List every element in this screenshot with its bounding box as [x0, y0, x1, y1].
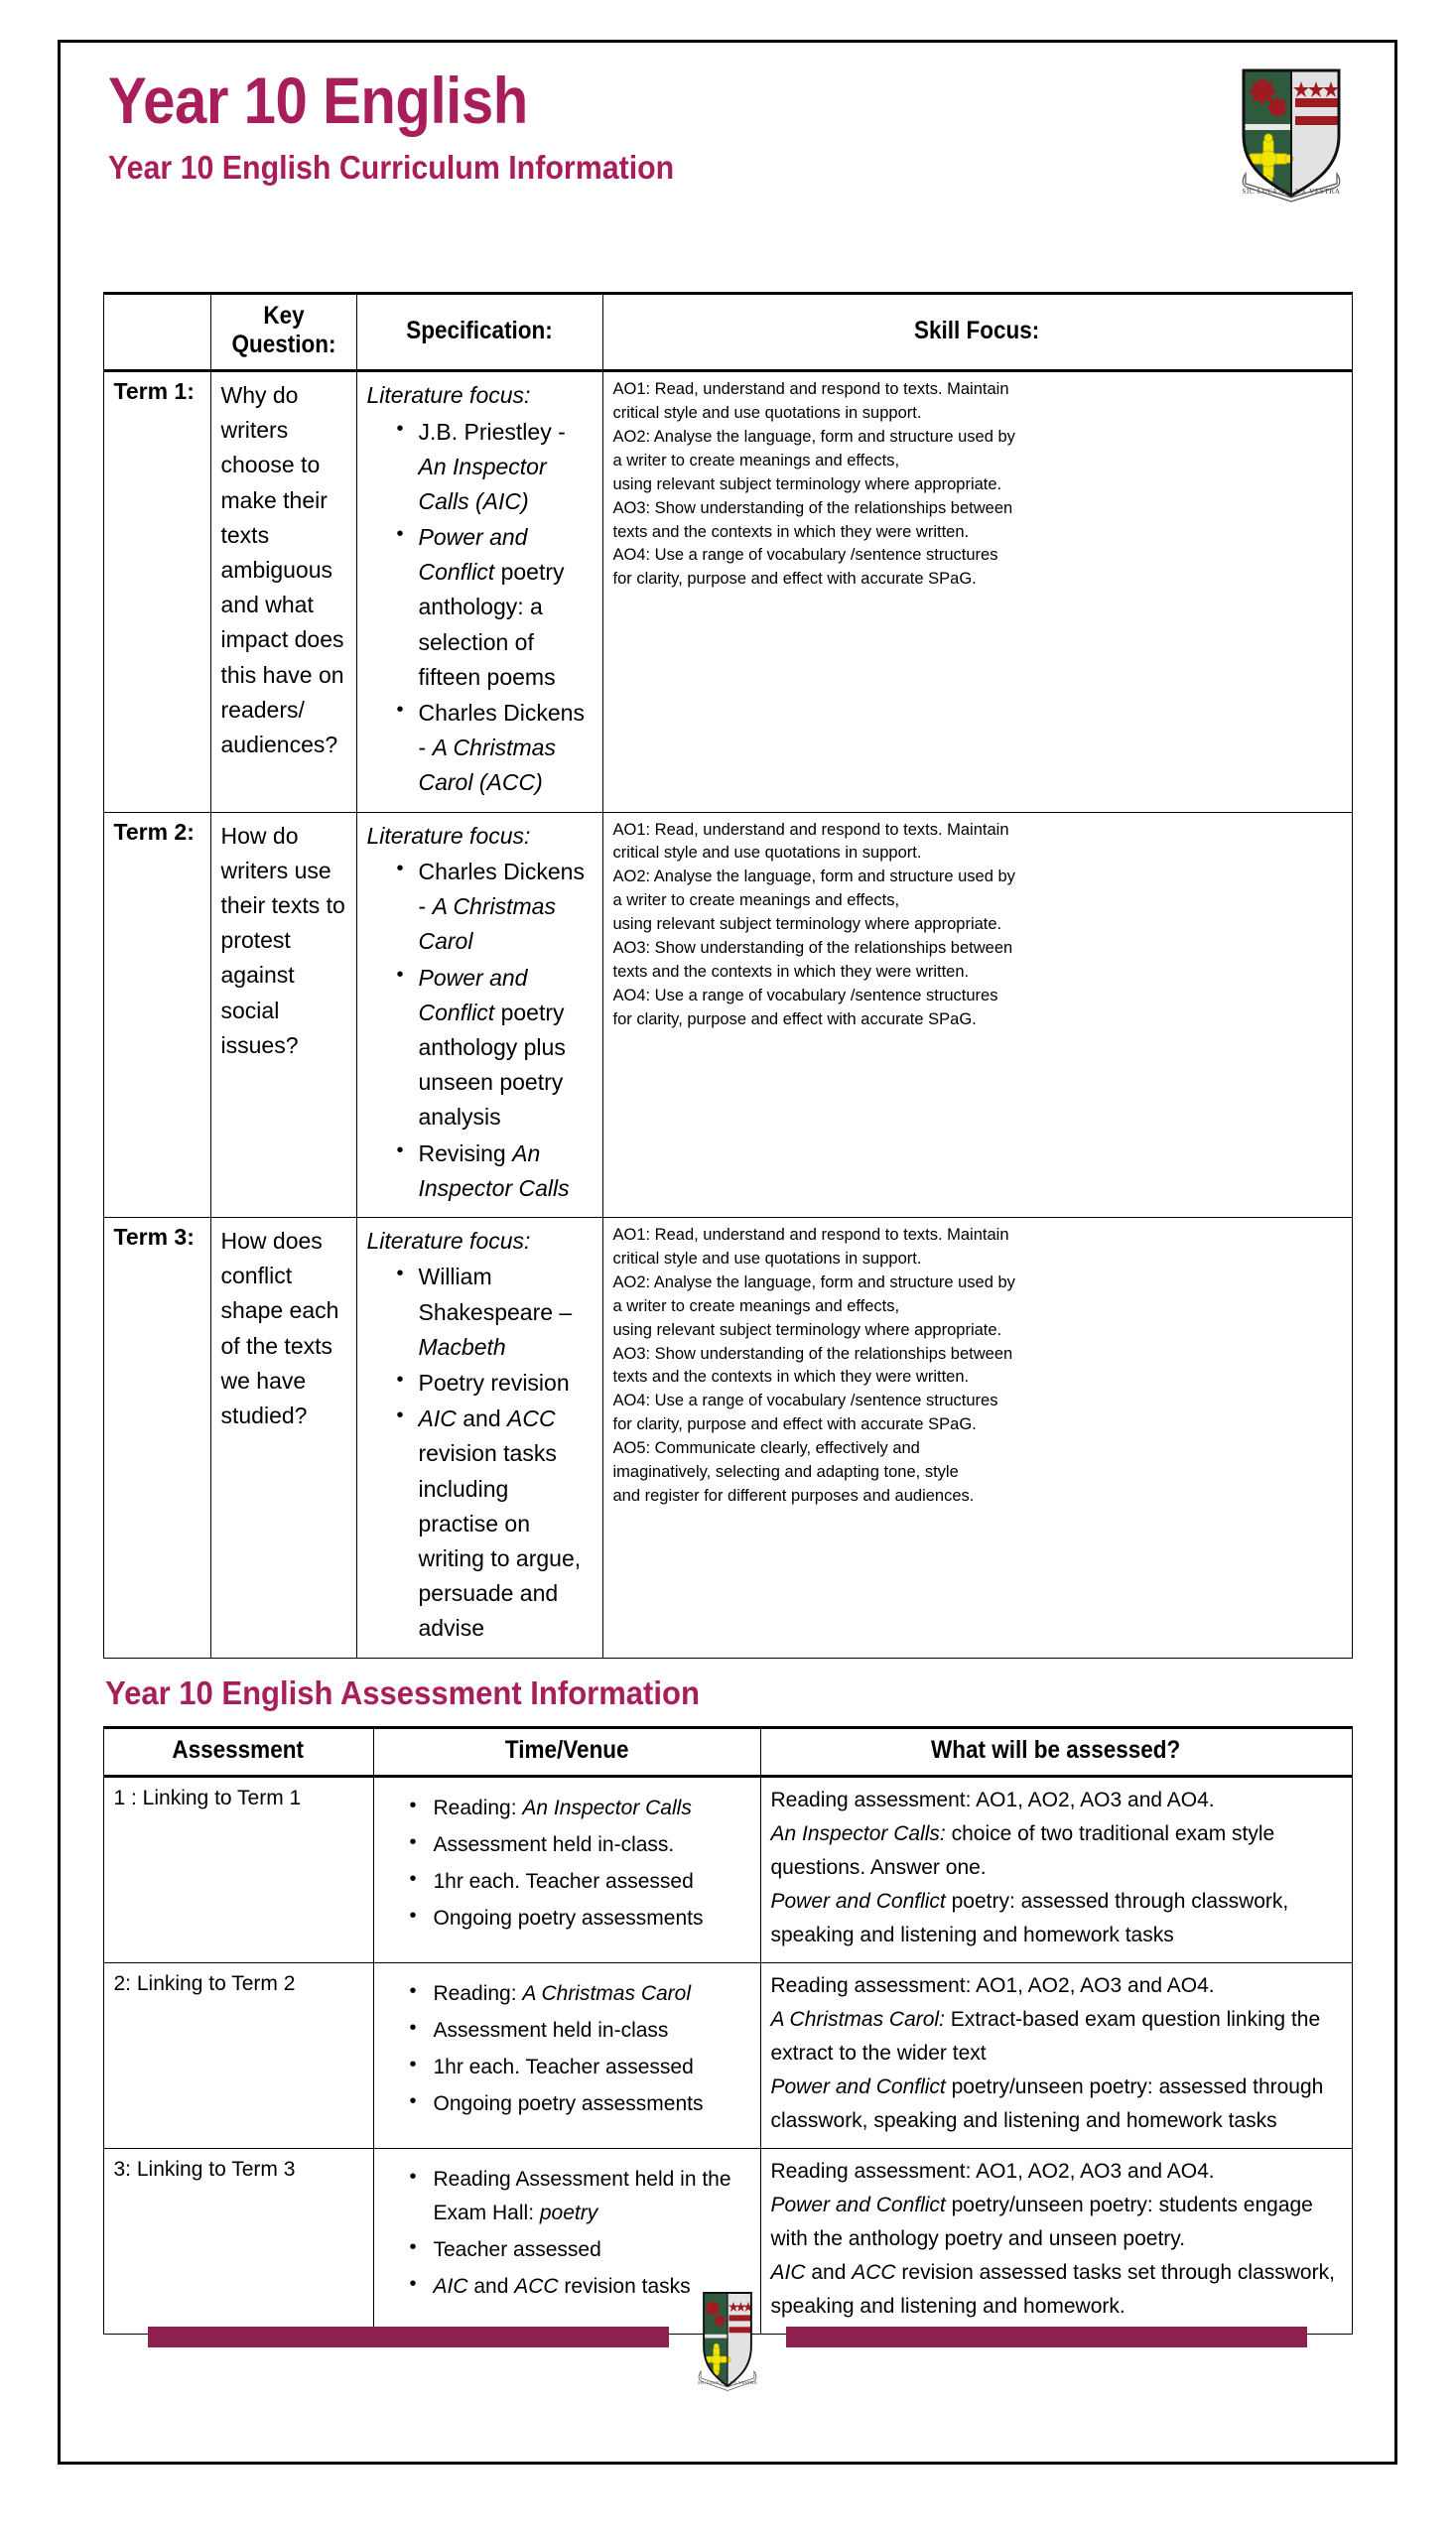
- skill-focus-line: texts and the contexts in which they were written.: [612, 963, 970, 982]
- skill-focus-line: AO2: Analyse the language, form and structure used by: [612, 868, 1015, 886]
- time-venue-list-item: • Teacher assessed: [410, 2233, 752, 2267]
- school-crest-footer-icon: [677, 2287, 778, 2398]
- time-venue-list-item: • Assessment held in-class.: [410, 1828, 752, 1862]
- assessment-description-cell: [760, 1776, 1352, 1962]
- specification-list-item: • Power and Conflict poetry anthology: a selection of fifteen poems: [397, 520, 595, 695]
- skill-focus-line: AO1: Read, understand and respond to texts. Maintain: [612, 1225, 1009, 1244]
- header-skill-focus: Skill Focus:: [602, 294, 1352, 371]
- skill-focus-line: for clarity, purpose and effect with accurate SPaG.: [612, 570, 977, 589]
- skill-focus-line: using relevant subject terminology where appropriate.: [612, 1320, 1002, 1339]
- curriculum-table: [103, 292, 1353, 1659]
- crest-footer-motto-text: SIC LUCEAT LUX VESTRA: [697, 2380, 758, 2386]
- skill-focus-line: AO2: Analyse the language, form and structure used by: [612, 1272, 1015, 1291]
- curriculum-row: [103, 371, 1352, 813]
- header-key-question: Key Question:: [210, 294, 356, 371]
- assessment-name: 2: Linking to Term 2: [103, 1962, 373, 2148]
- term-label: Term 2:: [103, 812, 210, 1217]
- key-question-text: How do writers use their texts to protest against social issues?: [210, 812, 356, 1217]
- specification-list-item: • Charles Dickens - A Christmas Carol (ACC): [397, 696, 595, 801]
- assessment-section-heading: Year 10 English Assessment Information: [105, 1673, 700, 1711]
- assessment-description-line: Power and Conflict poetry/unseen poetry: students engage with the anthology poetry and unseen poetry.: [770, 2193, 1313, 2250]
- time-venue-list-item: • Assessment held in-class: [410, 2014, 752, 2048]
- assessment-description-line: Power and Conflict poetry: assessed through classwork, speaking and listening and homework tasks: [770, 1889, 1289, 1946]
- specification-list-item: • J.B. Priestley - An Inspector Calls (AIC): [397, 415, 595, 520]
- skill-focus-line: for clarity, purpose and effect with accurate SPaG.: [612, 1415, 977, 1434]
- specification-list-item: • AIC and ACC revision tasks including practise on writing to argue, persuade and advise: [397, 1402, 595, 1646]
- time-venue-list-item: • Ongoing poetry assessments: [410, 1902, 752, 1936]
- skill-focus-line: a writer to create meanings and effects,: [612, 451, 900, 469]
- assessment-description-line: AIC and ACC revision assessed tasks set through classwork, speaking and listening and homework.: [770, 2260, 1335, 2318]
- skill-focus-line: AO4: Use a range of vocabulary /sentence structures: [612, 1392, 998, 1410]
- skill-focus-line: a writer to create meanings and effects,: [612, 891, 900, 910]
- document-header: [61, 43, 1394, 286]
- skill-focus-line: AO2: Analyse the language, form and structure used by: [612, 427, 1015, 446]
- time-venue-list-item: • Ongoing poetry assessments: [410, 2087, 752, 2121]
- assessment-description-line: Reading assessment: AO1, AO2, AO3 and AO4.: [770, 1973, 1215, 1997]
- skill-focus-line: AO5: Communicate clearly, effectively and: [612, 1439, 920, 1458]
- skill-focus-line: using relevant subject terminology where appropriate.: [612, 915, 1002, 934]
- curriculum-row: [103, 1217, 1352, 1658]
- curriculum-table-header-row: [103, 294, 1352, 371]
- footer-rule-left: [148, 2327, 669, 2347]
- assessment-table: [103, 1726, 1353, 2335]
- time-venue-list-item: • Reading: An Inspector Calls: [410, 1792, 752, 1825]
- skill-focus-line: AO1: Read, understand and respond to texts. Maintain: [612, 380, 1009, 398]
- time-venue-list-item: • Reading Assessment held in the Exam Hall: poetry: [410, 2163, 752, 2230]
- specification-heading: Literature focus:: [366, 1227, 531, 1254]
- assessment-table-header-row: [103, 1727, 1352, 1776]
- specification-list: [367, 1260, 595, 1646]
- header-term: [103, 294, 210, 371]
- header-time-venue: Time/Venue: [373, 1727, 760, 1776]
- time-venue-list-item: • 1hr each. Teacher assessed: [410, 2051, 752, 2084]
- skill-focus-line: critical style and use quotations in support.: [612, 1249, 922, 1268]
- header-what-assessed: What will be assessed?: [760, 1727, 1352, 1776]
- assessment-name: 1 : Linking to Term 1: [103, 1776, 373, 1962]
- skill-focus-line: AO3: Show understanding of the relationships between: [612, 498, 1013, 517]
- skill-focus-cell: [602, 1217, 1352, 1658]
- header-assessment: Assessment: [103, 1727, 373, 1776]
- skill-focus-line: texts and the contexts in which they were written.: [612, 1368, 970, 1387]
- skill-focus-line: AO1: Read, understand and respond to texts. Maintain: [612, 820, 1009, 839]
- skill-focus-line: AO3: Show understanding of the relationships between: [612, 1344, 1013, 1363]
- time-venue-list-item: • Reading: A Christmas Carol: [410, 1977, 752, 2011]
- skill-focus-cell: [602, 371, 1352, 813]
- footer-rule-right: [786, 2327, 1307, 2347]
- specification-list-item: • Poetry revision: [397, 1366, 595, 1401]
- page-title: Year 10 English: [108, 64, 528, 137]
- assessment-description-cell: [760, 1962, 1352, 2148]
- specification-cell: [356, 371, 602, 813]
- time-venue-list: [384, 1784, 752, 1936]
- assessment-row: [103, 1962, 1352, 2148]
- skill-focus-line: AO3: Show understanding of the relationships between: [612, 939, 1013, 958]
- time-venue-list: [384, 2155, 752, 2304]
- assessment-name: 3: Linking to Term 3: [103, 2148, 373, 2334]
- skill-focus-line: texts and the contexts in which they were written.: [612, 522, 970, 541]
- skill-focus-line: and register for different purposes and audiences.: [612, 1487, 975, 1506]
- document-footer: [61, 2283, 1394, 2402]
- skill-focus-line: for clarity, purpose and effect with accurate SPaG.: [612, 1009, 977, 1028]
- school-crest-icon: [1230, 63, 1353, 211]
- skill-focus-line: imaginatively, selecting and adapting tone, style: [612, 1463, 959, 1482]
- specification-list-item: • Charles Dickens - A Christmas Carol: [397, 855, 595, 960]
- curriculum-row: [103, 812, 1352, 1217]
- assessment-time-venue-cell: [373, 1776, 760, 1962]
- assessment-description-line: A Christmas Carol: Extract-based exam question linking the extract to the wider text: [770, 2007, 1321, 2065]
- assessment-description-line: Reading assessment: AO1, AO2, AO3 and AO4.: [770, 2159, 1215, 2183]
- specification-cell: [356, 812, 602, 1217]
- specification-list-item: • Power and Conflict poetry anthology plus unseen poetry analysis: [397, 961, 595, 1136]
- skill-focus-line: AO4: Use a range of vocabulary /sentence structures: [612, 987, 998, 1005]
- assessment-row: [103, 1776, 1352, 1962]
- time-venue-list-item: • AIC and ACC revision tasks: [410, 2270, 752, 2304]
- header-specification: Specification:: [356, 294, 602, 371]
- page-border: [58, 40, 1397, 2465]
- specification-heading: Literature focus:: [366, 822, 531, 849]
- specification-list-item: • Revising An Inspector Calls: [397, 1137, 595, 1206]
- skill-focus-line: a writer to create meanings and effects,: [612, 1296, 900, 1315]
- specification-list: [367, 415, 595, 801]
- specification-list: [367, 855, 595, 1206]
- skill-focus-line: AO4: Use a range of vocabulary /sentence structures: [612, 546, 998, 565]
- specification-heading: Literature focus:: [366, 382, 531, 408]
- specification-list-item: • William Shakespeare – Macbeth: [397, 1260, 595, 1365]
- assessment-description-line: Power and Conflict poetry/unseen poetry: assessed through classwork, speaking and listening and homework tasks: [770, 2074, 1324, 2132]
- skill-focus-cell: [602, 812, 1352, 1217]
- specification-cell: [356, 1217, 602, 1658]
- assessment-time-venue-cell: [373, 1962, 760, 2148]
- assessment-description-line: An Inspector Calls: choice of two traditional exam style questions. Answer one.: [770, 1821, 1275, 1879]
- skill-focus-line: critical style and use quotations in support.: [612, 844, 922, 863]
- time-venue-list-item: • 1hr each. Teacher assessed: [410, 1865, 752, 1899]
- term-label: Term 1:: [103, 371, 210, 813]
- key-question-text: Why do writers choose to make their texts ambiguous and what impact does this have on readers/ audiences?: [210, 371, 356, 813]
- crest-motto-text: SIC LUCEAT LUX VESTRA: [1242, 188, 1341, 196]
- skill-focus-line: critical style and use quotations in support.: [612, 403, 922, 422]
- page-subtitle: Year 10 English Curriculum Information: [108, 149, 675, 187]
- term-label: Term 3:: [103, 1217, 210, 1658]
- time-venue-list: [384, 1969, 752, 2121]
- key-question-text: How does conflict shape each of the texts we have studied?: [210, 1217, 356, 1658]
- assessment-description-line: Reading assessment: AO1, AO2, AO3 and AO4.: [770, 1788, 1215, 1811]
- skill-focus-line: using relevant subject terminology where appropriate.: [612, 474, 1002, 493]
